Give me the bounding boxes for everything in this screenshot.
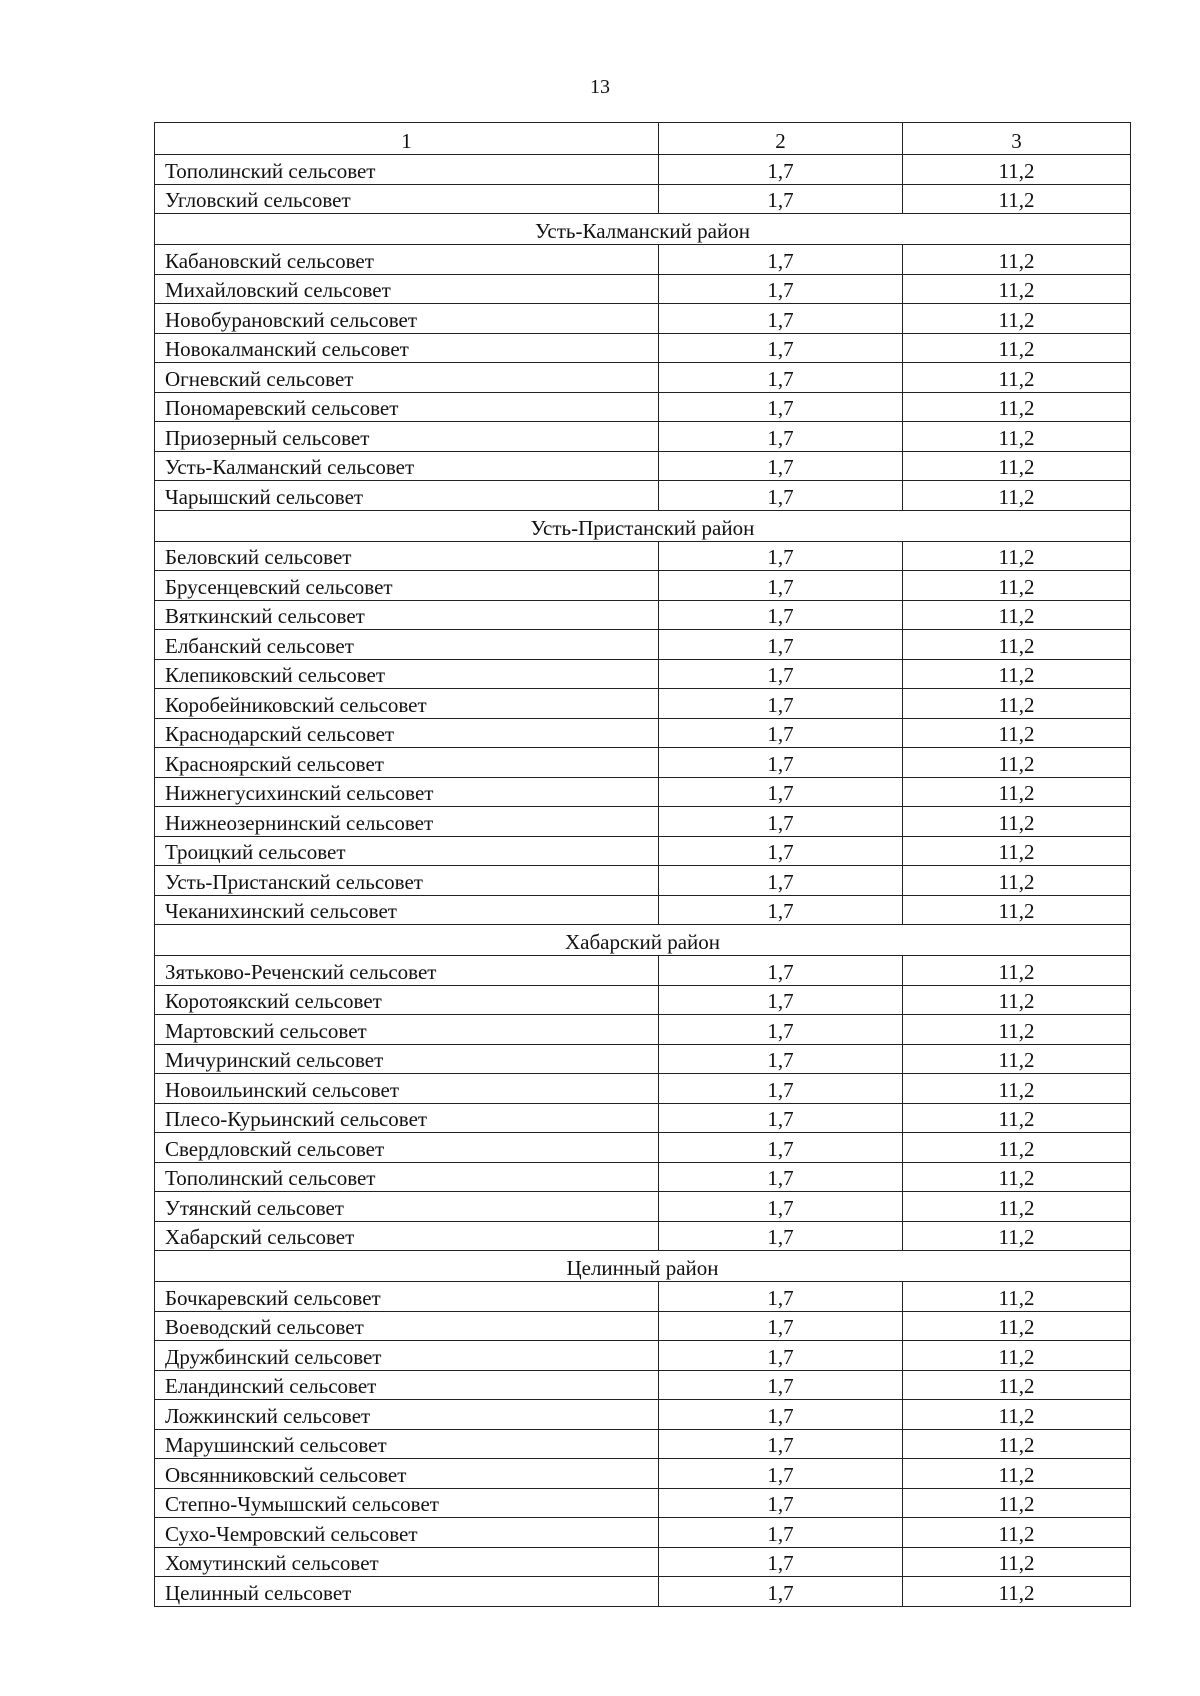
value-col3-cell: 11,2 (903, 333, 1131, 363)
table-row (155, 1547, 1131, 1577)
table-row (155, 807, 1131, 837)
table-row (155, 481, 1131, 511)
table-row (155, 333, 1131, 363)
value-col2-cell: 1,7 (659, 541, 903, 571)
value-col2-cell: 1,7 (659, 895, 903, 925)
value-col2-cell: 1,7 (659, 807, 903, 837)
settlement-name-cell: Зятьково-Реченский сельсовет (155, 956, 659, 986)
value-col3-cell: 11,2 (903, 1311, 1131, 1341)
table-row (155, 1103, 1131, 1133)
value-col3-cell: 11,2 (903, 1162, 1131, 1192)
settlement-name-cell: Краснодарский сельсовет (155, 718, 659, 748)
settlement-name-cell: Дружбинский сельсовет (155, 1341, 659, 1371)
value-col2-cell: 1,7 (659, 1221, 903, 1251)
value-col3-cell: 11,2 (903, 689, 1131, 719)
settlement-name-cell: Сухо-Чемровский сельсовет (155, 1518, 659, 1548)
value-col2-cell: 1,7 (659, 836, 903, 866)
settlement-name-cell: Елбанский сельсовет (155, 630, 659, 660)
value-col2-cell: 1,7 (659, 1459, 903, 1489)
value-col2-cell: 1,7 (659, 245, 903, 275)
value-col3-cell: 11,2 (903, 274, 1131, 304)
value-col3-cell: 11,2 (903, 184, 1131, 214)
district-title: Хабарский район (155, 925, 1131, 956)
settlement-name-cell: Огневский сельсовет (155, 363, 659, 393)
settlement-name-cell: Степно-Чумышский сельсовет (155, 1488, 659, 1518)
settlement-name-cell: Свердловский сельсовет (155, 1133, 659, 1163)
header-row (155, 123, 1131, 155)
table-row (155, 1311, 1131, 1341)
table-row (155, 1577, 1131, 1607)
settlement-name-cell: Пономаревский сельсовет (155, 392, 659, 422)
value-col2-cell: 1,7 (659, 1133, 903, 1163)
settlement-name-cell: Хабарский сельсовет (155, 1221, 659, 1251)
value-col3-cell: 11,2 (903, 155, 1131, 185)
settlement-name-cell: Марушинский сельсовет (155, 1429, 659, 1459)
value-col3-cell: 11,2 (903, 451, 1131, 481)
settlement-name-cell: Нижнегусихинский сельсовет (155, 777, 659, 807)
district-title: Усть-Калманский район (155, 214, 1131, 245)
settlement-name-cell: Коротоякский сельсовет (155, 985, 659, 1015)
settlement-name-cell: Тополинский сельсовет (155, 155, 659, 185)
settlement-name-cell: Угловский сельсовет (155, 184, 659, 214)
value-col3-cell: 11,2 (903, 1429, 1131, 1459)
table-row (155, 689, 1131, 719)
value-col2-cell: 1,7 (659, 333, 903, 363)
table-row (155, 1282, 1131, 1312)
table-row (155, 1459, 1131, 1489)
value-col3-cell: 11,2 (903, 600, 1131, 630)
district-header-row (155, 925, 1131, 956)
table-row (155, 600, 1131, 630)
value-col3-cell: 11,2 (903, 1547, 1131, 1577)
value-col2-cell: 1,7 (659, 1577, 903, 1607)
value-col2-cell: 1,7 (659, 422, 903, 452)
value-col2-cell: 1,7 (659, 1103, 903, 1133)
table-row (155, 1429, 1131, 1459)
value-col2-cell: 1,7 (659, 1074, 903, 1104)
settlement-name-cell: Беловский сельсовет (155, 541, 659, 571)
value-col2-cell: 1,7 (659, 184, 903, 214)
value-col2-cell: 1,7 (659, 956, 903, 986)
value-col2-cell: 1,7 (659, 274, 903, 304)
value-col2-cell: 1,7 (659, 392, 903, 422)
table-row (155, 1133, 1131, 1163)
table-row (155, 956, 1131, 986)
settlement-name-cell: Новобурановский сельсовет (155, 304, 659, 334)
settlement-name-cell: Тополинский сельсовет (155, 1162, 659, 1192)
settlement-name-cell: Красноярский сельсовет (155, 748, 659, 778)
value-col3-cell: 11,2 (903, 1074, 1131, 1104)
value-col3-cell: 11,2 (903, 718, 1131, 748)
value-col2-cell: 1,7 (659, 1400, 903, 1430)
value-col2-cell: 1,7 (659, 985, 903, 1015)
table-row (155, 1400, 1131, 1430)
value-col2-cell: 1,7 (659, 481, 903, 511)
value-col2-cell: 1,7 (659, 1370, 903, 1400)
value-col3-cell: 11,2 (903, 1192, 1131, 1222)
table-row (155, 836, 1131, 866)
settlement-name-cell: Новоильинский сельсовет (155, 1074, 659, 1104)
value-col2-cell: 1,7 (659, 777, 903, 807)
value-col2-cell: 1,7 (659, 866, 903, 896)
settlement-name-cell: Плесо-Курьинский сельсовет (155, 1103, 659, 1133)
settlement-name-cell: Целинный сельсовет (155, 1577, 659, 1607)
settlement-name-cell: Бочкаревский сельсовет (155, 1282, 659, 1312)
value-col3-cell: 11,2 (903, 985, 1131, 1015)
table-row (155, 777, 1131, 807)
value-col3-cell: 11,2 (903, 363, 1131, 393)
value-col3-cell: 11,2 (903, 777, 1131, 807)
table-row (155, 718, 1131, 748)
value-col2-cell: 1,7 (659, 659, 903, 689)
table-row (155, 985, 1131, 1015)
value-col3-cell: 11,2 (903, 392, 1131, 422)
settlement-name-cell: Мартовский сельсовет (155, 1015, 659, 1045)
table-row (155, 1015, 1131, 1045)
value-col3-cell: 11,2 (903, 481, 1131, 511)
table-row (155, 1370, 1131, 1400)
value-col3-cell: 11,2 (903, 245, 1131, 275)
value-col3-cell: 11,2 (903, 1400, 1131, 1430)
settlement-name-cell: Брусенцевский сельсовет (155, 571, 659, 601)
table-body (155, 123, 1131, 1607)
value-col2-cell: 1,7 (659, 1488, 903, 1518)
value-col3-cell: 11,2 (903, 807, 1131, 837)
district-header-row (155, 214, 1131, 245)
value-col3-cell: 11,2 (903, 304, 1131, 334)
settlement-name-cell: Кабановский сельсовет (155, 245, 659, 275)
value-col3-cell: 11,2 (903, 1370, 1131, 1400)
value-col3-cell: 11,2 (903, 1015, 1131, 1045)
value-col3-cell: 11,2 (903, 1518, 1131, 1548)
settlement-name-cell: Вяткинский сельсовет (155, 600, 659, 630)
value-col3-cell: 11,2 (903, 1044, 1131, 1074)
value-col3-cell: 11,2 (903, 866, 1131, 896)
table-row (155, 363, 1131, 393)
table-row (155, 630, 1131, 660)
header-cell-3: 3 (903, 123, 1131, 155)
value-col2-cell: 1,7 (659, 1192, 903, 1222)
value-col3-cell: 11,2 (903, 895, 1131, 925)
value-col2-cell: 1,7 (659, 1162, 903, 1192)
value-col2-cell: 1,7 (659, 1429, 903, 1459)
settlement-name-cell: Троицкий сельсовет (155, 836, 659, 866)
value-col3-cell: 11,2 (903, 1341, 1131, 1371)
settlement-name-cell: Ложкинский сельсовет (155, 1400, 659, 1430)
table-row (155, 1162, 1131, 1192)
value-col3-cell: 11,2 (903, 748, 1131, 778)
settlement-name-cell: Еландинский сельсовет (155, 1370, 659, 1400)
table-row (155, 392, 1131, 422)
settlement-name-cell: Чеканихинский сельсовет (155, 895, 659, 925)
value-col2-cell: 1,7 (659, 689, 903, 719)
value-col3-cell: 11,2 (903, 659, 1131, 689)
value-col2-cell: 1,7 (659, 600, 903, 630)
table-row (155, 1221, 1131, 1251)
value-col2-cell: 1,7 (659, 155, 903, 185)
district-header-row (155, 1251, 1131, 1282)
table-row (155, 1488, 1131, 1518)
value-col3-cell: 11,2 (903, 541, 1131, 571)
value-col2-cell: 1,7 (659, 304, 903, 334)
value-col2-cell: 1,7 (659, 1015, 903, 1045)
settlement-name-cell: Усть-Калманский сельсовет (155, 451, 659, 481)
settlement-name-cell: Чарышский сельсовет (155, 481, 659, 511)
value-col3-cell: 11,2 (903, 630, 1131, 660)
value-col2-cell: 1,7 (659, 1341, 903, 1371)
page-number: 13 (590, 76, 610, 98)
value-col3-cell: 11,2 (903, 956, 1131, 986)
header-cell-2: 2 (659, 123, 903, 155)
district-header-row (155, 510, 1131, 541)
header-cell-1: 1 (155, 123, 659, 155)
value-col2-cell: 1,7 (659, 571, 903, 601)
table-row (155, 304, 1131, 334)
table-row (155, 748, 1131, 778)
table-row (155, 274, 1131, 304)
table-row (155, 451, 1131, 481)
value-col3-cell: 11,2 (903, 571, 1131, 601)
value-col3-cell: 11,2 (903, 1282, 1131, 1312)
value-col2-cell: 1,7 (659, 363, 903, 393)
value-col2-cell: 1,7 (659, 1311, 903, 1341)
value-col3-cell: 11,2 (903, 1133, 1131, 1163)
value-col2-cell: 1,7 (659, 1044, 903, 1074)
settlement-name-cell: Коробейниковский сельсовет (155, 689, 659, 719)
value-col2-cell: 1,7 (659, 451, 903, 481)
table-row (155, 659, 1131, 689)
value-col2-cell: 1,7 (659, 630, 903, 660)
table-row (155, 422, 1131, 452)
value-col3-cell: 11,2 (903, 422, 1131, 452)
settlement-name-cell: Утянский сельсовет (155, 1192, 659, 1222)
settlement-name-cell: Усть-Пристанский сельсовет (155, 866, 659, 896)
table-row (155, 571, 1131, 601)
table-row (155, 1074, 1131, 1104)
value-col2-cell: 1,7 (659, 718, 903, 748)
value-col2-cell: 1,7 (659, 1282, 903, 1312)
table-row (155, 1518, 1131, 1548)
value-col3-cell: 11,2 (903, 1221, 1131, 1251)
value-col3-cell: 11,2 (903, 1459, 1131, 1489)
district-title: Целинный район (155, 1251, 1131, 1282)
table-row (155, 184, 1131, 214)
value-col3-cell: 11,2 (903, 1103, 1131, 1133)
settlement-name-cell: Хомутинский сельсовет (155, 1547, 659, 1577)
settlement-name-cell: Воеводский сельсовет (155, 1311, 659, 1341)
settlement-name-cell: Клепиковский сельсовет (155, 659, 659, 689)
value-col2-cell: 1,7 (659, 1547, 903, 1577)
settlement-name-cell: Мичуринский сельсовет (155, 1044, 659, 1074)
table-row (155, 155, 1131, 185)
settlement-name-cell: Новокалманский сельсовет (155, 333, 659, 363)
table-row (155, 866, 1131, 896)
settlement-name-cell: Овсянниковский сельсовет (155, 1459, 659, 1489)
table-row (155, 1341, 1131, 1371)
value-col3-cell: 11,2 (903, 1577, 1131, 1607)
table-row (155, 541, 1131, 571)
value-col3-cell: 11,2 (903, 836, 1131, 866)
settlement-name-cell: Нижнеозернинский сельсовет (155, 807, 659, 837)
table-row (155, 895, 1131, 925)
value-col3-cell: 11,2 (903, 1488, 1131, 1518)
district-title: Усть-Пристанский район (155, 510, 1131, 541)
settlement-name-cell: Михайловский сельсовет (155, 274, 659, 304)
table-row (155, 1192, 1131, 1222)
table-row (155, 1044, 1131, 1074)
value-col2-cell: 1,7 (659, 748, 903, 778)
settlement-name-cell: Приозерный сельсовет (155, 422, 659, 452)
value-col2-cell: 1,7 (659, 1518, 903, 1548)
data-table (154, 122, 1131, 1607)
table-row (155, 245, 1131, 275)
